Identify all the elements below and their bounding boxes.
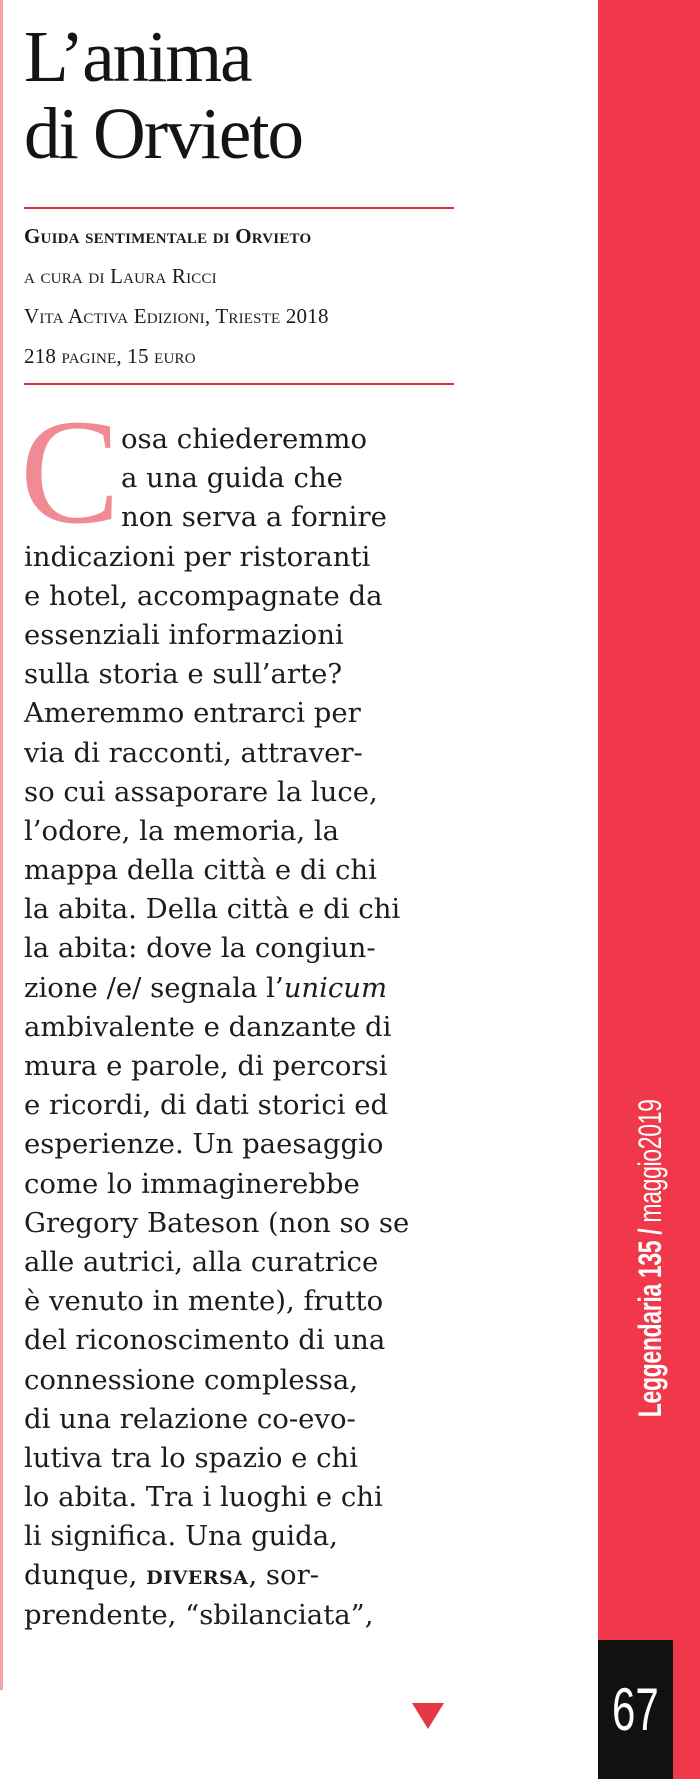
body-line: la abita. Della città e di chi — [24, 893, 401, 926]
book-publisher: Vita Activa Edizioni, Trieste 2018 — [24, 304, 329, 328]
body-text-span: , sor- — [248, 1559, 320, 1592]
body-line: osa chiederemmo — [121, 423, 367, 455]
body-line: connessione complessa, — [24, 1363, 359, 1396]
body-line: mappa della città e di chi — [24, 854, 377, 887]
body-line: indicazioni per ristoranti — [24, 540, 371, 573]
book-editor: a cura di Laura Ricci — [24, 264, 217, 288]
body-line: so cui assaporare la luce, — [24, 775, 378, 808]
top-divider — [24, 207, 454, 209]
body-line: sulla storia e sull’arte? — [24, 658, 343, 691]
body-text-span: zione /e/ segnala l’ — [24, 971, 284, 1004]
body-line: Ameremmo entrarci per — [24, 697, 361, 730]
body-line: lutiva tra lo spazio e chi — [24, 1441, 359, 1474]
body-line: lo abita. Tra i luoghi e chi — [24, 1481, 383, 1514]
body-line: l’odore, la memoria, la — [24, 814, 340, 847]
page-number: 67 — [612, 1676, 659, 1743]
body-line: come lo immaginerebbe — [24, 1167, 360, 1200]
body-line — [24, 969, 454, 1008]
book-info — [24, 216, 464, 376]
small-caps-term: diversa — [146, 1559, 249, 1592]
issue-number: 135 / — [631, 1228, 668, 1278]
magazine-name: Leggendaria — [631, 1283, 668, 1417]
body-line: esperienze. Un paesaggio — [24, 1128, 384, 1161]
body-line: è venuto in mente), frutto — [24, 1285, 384, 1318]
left-margin-rule — [0, 0, 3, 1690]
body-line: mura e parole, di percorsi — [24, 1050, 388, 1082]
sidebar-band — [598, 0, 700, 1779]
body-text-span: dunque, — [24, 1559, 138, 1592]
body-line: essenziali informazioni — [24, 618, 344, 651]
body-line: li significa. Una guida, — [24, 1520, 338, 1553]
body-line: prendente, “sbilanciata”, — [24, 1598, 374, 1631]
article-title — [24, 18, 584, 172]
book-title: Guida sentimentale di Orvieto — [24, 224, 312, 248]
issue-date: maggio2019 — [631, 1099, 668, 1223]
article-body — [24, 420, 454, 1635]
italic-term: unicum — [283, 971, 388, 1004]
body-line: via di racconti, attraver- — [24, 736, 363, 769]
page-number-box — [598, 1640, 673, 1779]
body-line: a una guida che — [121, 462, 343, 495]
body-line — [24, 1556, 454, 1595]
bottom-divider — [24, 383, 454, 385]
book-details: 218 pagine, 15 euro — [24, 344, 196, 368]
body-line: Gregory Bateson (non so se — [24, 1206, 410, 1239]
body-line: e hotel, accompagnate da — [24, 579, 383, 612]
body-line: di una relazione co-evo- — [24, 1402, 356, 1435]
title-line-1: L’anima — [24, 16, 251, 97]
running-head — [620, 1099, 680, 1417]
continue-arrow-icon — [412, 1703, 444, 1729]
body-line: ambivalente e danzante di — [24, 1010, 392, 1043]
drop-cap: C — [20, 389, 121, 555]
title-line-2: di Orvieto — [24, 93, 303, 174]
body-line: e ricordi, di dati storici ed — [24, 1089, 389, 1122]
body-line: non serva a fornire — [121, 501, 387, 534]
body-line: alle autrici, alla curatrice — [24, 1245, 379, 1278]
body-line: del riconoscimento di una — [24, 1324, 386, 1357]
body-line: la abita: dove la congiun- — [24, 932, 376, 965]
